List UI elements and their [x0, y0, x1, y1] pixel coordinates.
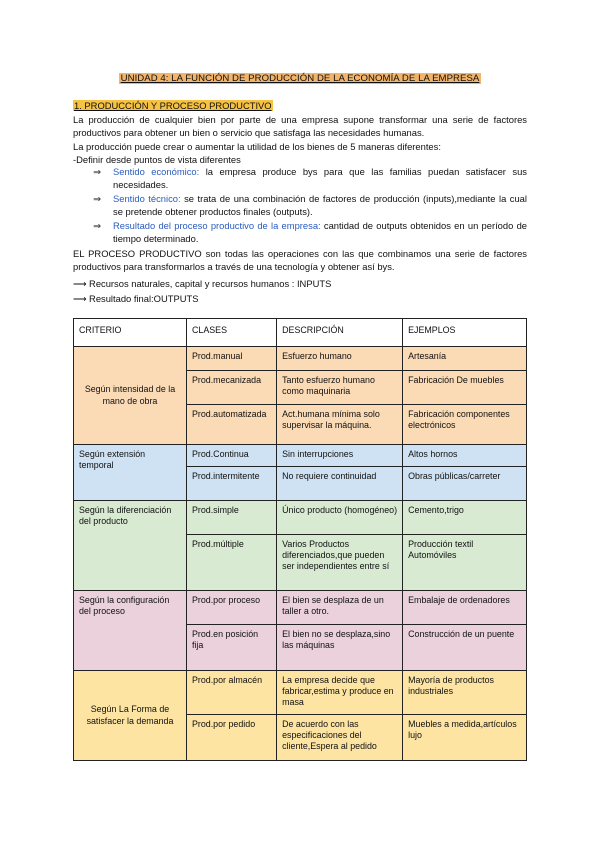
clase-cell: Prod.mecanizada: [186, 371, 276, 405]
intro-line: La producción de cualquier bien por parte de una empresa supone transformar una serie de factores productivos para obtener un bien o servicio que satisfaga las necesidades humanas.: [73, 114, 527, 139]
table-row: [74, 591, 527, 625]
table-row: [74, 347, 527, 371]
clase-cell: Prod.por pedido: [186, 715, 276, 761]
column-header: CLASES: [186, 319, 276, 347]
column-header: EJEMPLOS: [403, 319, 527, 347]
bullet-text: cantidad de outputs obtenidos en un período de tiempo determinado.: [113, 219, 528, 245]
table-row: [74, 501, 527, 535]
list-item: [73, 165, 527, 192]
intro-line: La producción puede crear o aumentar la utilidad de los bienes de 5 maneras diferentes:: [73, 140, 441, 152]
criterio-cell: Según la configuración del proceso: [74, 591, 187, 671]
clase-cell: Prod.manual: [186, 347, 276, 371]
clase-cell: Prod.por almacén: [186, 671, 276, 715]
ejemplo-cell: Construcción de un puente: [403, 625, 527, 671]
ejemplo-cell: Altos hornos: [403, 445, 527, 467]
desc-cell: Tanto esfuerzo humano como maquinaria: [277, 371, 403, 405]
ejemplo-cell: Producción textil Automóviles: [403, 535, 527, 591]
criterio-cell: Según intensidad de la mano de obra: [74, 347, 187, 445]
production-table: [73, 318, 527, 761]
clase-cell: Prod.en posición fija: [186, 625, 276, 671]
bullet-term: Sentido económico:: [113, 166, 200, 177]
clase-cell: Prod.Continua: [186, 445, 276, 467]
bullet-list: [73, 165, 527, 245]
criterio-cell: Según extensión temporal: [74, 445, 187, 501]
process-paragraph: EL PROCESO PRODUCTIVO son todas las operaciones con las que combinamos una serie de factores productivos para transformarlos a través de una tecnología y obtener así bys.: [73, 248, 527, 273]
desc-cell: Act.humana mínima solo supervisar la máquina.: [277, 405, 403, 445]
implies-arrow-icon: ⇒: [93, 166, 101, 177]
implies-arrow-icon: ⇒: [93, 192, 101, 204]
clase-cell: Prod.múltiple: [186, 535, 276, 591]
table-header-row: [74, 319, 527, 347]
ejemplo-cell: Muebles a medida,artículos lujo: [403, 715, 527, 761]
desc-cell: El bien no se desplaza,sino las máquinas: [277, 625, 403, 671]
bullet-text: se trata de una combinación de factores de producción (inputs),mediante la cual se pretende obtener productos finales (outputs).: [113, 192, 527, 218]
desc-cell: El bien se desplaza de un taller a otro.: [277, 591, 403, 625]
desc-cell: Varios Productos diferenciados,que pueden ser independientes entre sí: [277, 535, 403, 591]
list-item: [73, 219, 527, 246]
desc-cell: No requiere continuidad: [277, 467, 403, 501]
ejemplo-cell: Cemento,trigo: [403, 501, 527, 535]
clase-cell: Prod.intermitente: [186, 467, 276, 501]
outputs-line: ⟶ Resultado final:OUTPUTS: [73, 293, 199, 304]
bullet-term: Sentido técnico:: [113, 192, 181, 204]
table-row: [74, 671, 527, 715]
column-header: DESCRIPCIÓN: [277, 319, 403, 347]
table-row: [74, 445, 527, 467]
intro-line: -Definir desde puntos de vista diferentes: [73, 154, 241, 166]
desc-cell: Sin interrupciones: [277, 445, 403, 467]
section-heading: 1. PRODUCCIÓN Y PROCESO PRODUCTIVO: [74, 100, 272, 111]
clase-cell: Prod.automatizada: [186, 405, 276, 445]
bullet-term: Resultado del proceso productivo de la empresa:: [113, 219, 321, 231]
ejemplo-cell: Fabricación componentes electrónicos: [403, 405, 527, 445]
ejemplo-cell: Mayoría de productos industriales: [403, 671, 527, 715]
clase-cell: Prod.por proceso: [186, 591, 276, 625]
desc-cell: Esfuerzo humano: [277, 347, 403, 371]
criterio-cell: Según La Forma de satisfacer la demanda: [74, 671, 187, 761]
bullet-text: la empresa produce bys para que las familias puedan satisfacer sus necesidades.: [113, 166, 527, 191]
criterio-cell: Según la diferenciación del producto: [74, 501, 187, 591]
ejemplo-cell: Artesanía: [403, 347, 527, 371]
desc-cell: De acuerdo con las especificaciones del cliente,Espera al pedido: [277, 715, 403, 761]
implies-arrow-icon: ⇒: [93, 219, 101, 231]
list-item: [73, 192, 527, 219]
ejemplo-cell: Embalaje de ordenadores: [403, 591, 527, 625]
desc-cell: La empresa decide que fabricar,estima y produce en masa: [277, 671, 403, 715]
column-header: CRITERIO: [74, 319, 187, 347]
desc-cell: Único producto (homogéneo): [277, 501, 403, 535]
page-title: UNIDAD 4: LA FUNCIÓN DE PRODUCCIÓN DE LA ECONOMÍA DE LA EMPRESA: [120, 73, 480, 84]
ejemplo-cell: Fabricación De muebles: [403, 371, 527, 405]
ejemplo-cell: Obras públicas/carreter: [403, 467, 527, 501]
clase-cell: Prod.simple: [186, 501, 276, 535]
inputs-line: ⟶ Recursos naturales, capital y recursos humanos : INPUTS: [73, 278, 332, 289]
intro-paragraph: [73, 113, 527, 167]
